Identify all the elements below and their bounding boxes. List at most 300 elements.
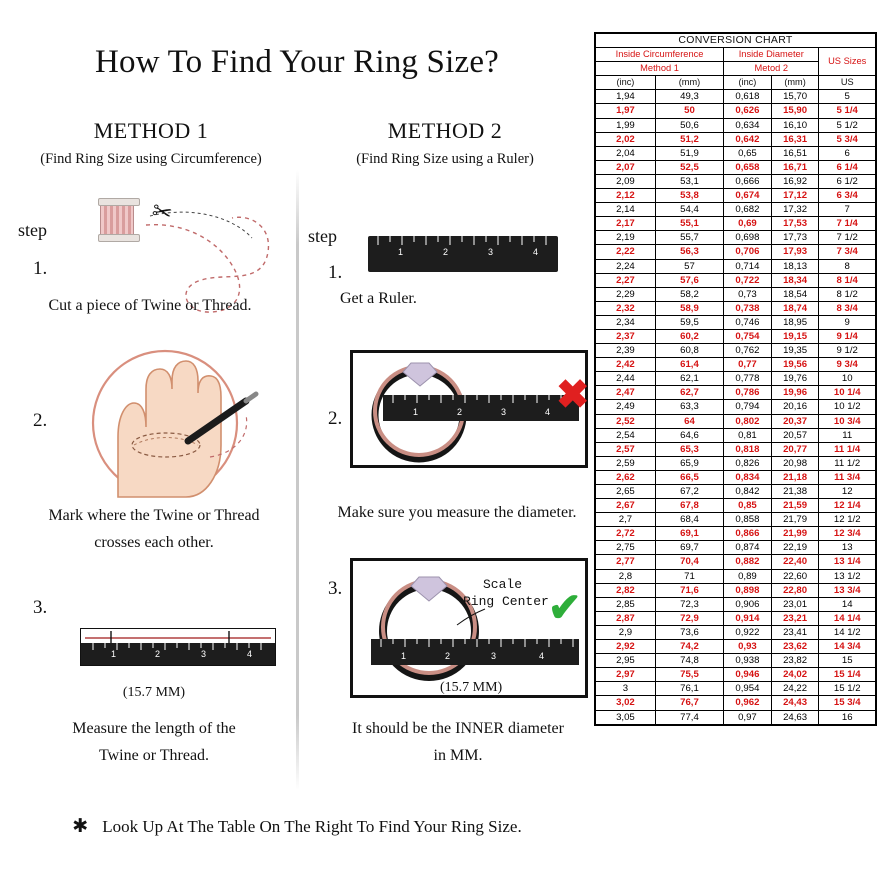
table-cell: 0,802 <box>724 414 772 428</box>
table-cell: 0,794 <box>724 400 772 414</box>
method-1-step-3-caption-line1: Measure the length of the <box>72 720 236 737</box>
asterisk-icon: ✱ <box>72 816 89 837</box>
table-cell: 57,6 <box>655 273 723 287</box>
svg-text:4: 4 <box>545 407 551 417</box>
table-cell: 55,1 <box>655 217 723 231</box>
table-cell: 68,4 <box>655 513 723 527</box>
table-cell: 20,98 <box>771 456 819 470</box>
table-cell: 11 3/4 <box>819 470 876 484</box>
table-cell: 19,15 <box>771 329 819 343</box>
table-cell: 0,818 <box>724 442 772 456</box>
table-cell: 2,02 <box>596 132 656 146</box>
table-cell: 58,9 <box>655 301 723 315</box>
table-cell: 16 <box>819 710 876 724</box>
table-row <box>596 583 876 597</box>
table-cell: 49,3 <box>655 90 723 104</box>
table-cell: 7 1/2 <box>819 231 876 245</box>
conversion-chart <box>594 32 877 726</box>
table-cell: 16,71 <box>771 160 819 174</box>
table-cell: 5 3/4 <box>819 132 876 146</box>
table-row <box>596 400 876 414</box>
unit-circumference-mm: (mm) <box>655 76 723 90</box>
table-cell: 0,906 <box>724 597 772 611</box>
table-cell: 0,89 <box>724 569 772 583</box>
table-cell: 19,35 <box>771 344 819 358</box>
table-row <box>596 315 876 329</box>
table-cell: 17,32 <box>771 203 819 217</box>
table-cell: 2,54 <box>596 428 656 442</box>
table-cell: 67,2 <box>655 485 723 499</box>
method-2-step-2-caption: Make sure you measure the diameter. <box>337 504 577 521</box>
table-cell: 76,7 <box>655 696 723 710</box>
method-1-step-3-number: 3. <box>33 597 48 618</box>
method-1-subtitle: (Find Ring Size using Circumference) <box>40 151 262 167</box>
table-cell: 75,5 <box>655 668 723 682</box>
table-cell: 18,13 <box>771 259 819 273</box>
table-cell: 67,8 <box>655 499 723 513</box>
table-cell: 0,642 <box>724 132 772 146</box>
table-row <box>596 625 876 639</box>
svg-text:2: 2 <box>457 407 463 417</box>
table-cell: 16,92 <box>771 174 819 188</box>
table-cell: 23,21 <box>771 611 819 625</box>
table-row <box>596 499 876 513</box>
table-row <box>596 203 876 217</box>
table-cell: 66,5 <box>655 470 723 484</box>
table-cell: 2,97 <box>596 668 656 682</box>
table-cell: 2,27 <box>596 273 656 287</box>
table-row <box>596 231 876 245</box>
table-cell: 55,7 <box>655 231 723 245</box>
table-cell: 0,73 <box>724 287 772 301</box>
table-cell: 0,81 <box>724 428 772 442</box>
table-cell: 2,42 <box>596 358 656 372</box>
table-cell: 19,76 <box>771 372 819 386</box>
table-cell: 6 1/2 <box>819 174 876 188</box>
table-row <box>596 527 876 541</box>
table-cell: 13 1/2 <box>819 569 876 583</box>
table-cell: 16,31 <box>771 132 819 146</box>
table-row <box>596 118 876 132</box>
hand-with-thread-illustration <box>60 345 290 510</box>
table-cell: 23,41 <box>771 625 819 639</box>
table-cell: 14 3/4 <box>819 640 876 654</box>
table-cell: 0,914 <box>724 611 772 625</box>
table-row <box>596 456 876 470</box>
footer-note <box>0 815 594 838</box>
table-cell: 5 1/2 <box>819 118 876 132</box>
table-cell: 69,1 <box>655 527 723 541</box>
table-row <box>596 245 876 259</box>
table-cell: 10 1/2 <box>819 400 876 414</box>
table-row <box>596 696 876 710</box>
table-row <box>596 654 876 668</box>
table-cell: 0,778 <box>724 372 772 386</box>
method-2-mm-note: (15.7 MM) <box>440 680 503 695</box>
table-cell: 2,92 <box>596 640 656 654</box>
table-cell: 13 3/4 <box>819 583 876 597</box>
method-1-step-2-caption-line1: Mark where the Twine or Thread <box>48 507 260 524</box>
table-cell: 64,6 <box>655 428 723 442</box>
table-cell: 12 <box>819 485 876 499</box>
table-cell: 0,97 <box>724 710 772 724</box>
table-cell: 0,65 <box>724 146 772 160</box>
table-cell: 20,16 <box>771 400 819 414</box>
method-2-step-2-number: 2. <box>328 408 343 429</box>
table-row <box>596 428 876 442</box>
table-cell: 0,77 <box>724 358 772 372</box>
table-cell: 74,2 <box>655 640 723 654</box>
table-cell: 2,82 <box>596 583 656 597</box>
method-1-step-1-caption: Cut a piece of Twine or Thread. <box>48 297 252 314</box>
table-cell: 2,29 <box>596 287 656 301</box>
table-cell: 56,3 <box>655 245 723 259</box>
table-cell: 9 3/4 <box>819 358 876 372</box>
table-row <box>596 259 876 273</box>
table-cell: 0,738 <box>724 301 772 315</box>
table-cell: 20,37 <box>771 414 819 428</box>
table-row <box>596 104 876 118</box>
table-row <box>596 555 876 569</box>
table-cell: 10 1/4 <box>819 386 876 400</box>
table-cell: 15 <box>819 654 876 668</box>
table-cell: 0,938 <box>724 654 772 668</box>
table-cell: 0,962 <box>724 696 772 710</box>
method-2-title: METHOD 2 <box>387 118 503 143</box>
method-2-ruler-number-4: 4 <box>533 247 539 257</box>
method-1-step-2-number: 2. <box>33 410 48 431</box>
scale-label-line1: Scale <box>483 577 523 592</box>
table-cell: 0,786 <box>724 386 772 400</box>
table-cell: 2,14 <box>596 203 656 217</box>
unit-diameter-inc: (inc) <box>724 76 772 90</box>
table-cell: 2,72 <box>596 527 656 541</box>
table-cell: 8 <box>819 259 876 273</box>
table-cell: 73,6 <box>655 625 723 639</box>
conversion-units-row <box>596 76 876 90</box>
method-2-step-1-caption: Get a Ruler. <box>340 290 417 307</box>
table-row <box>596 329 876 343</box>
table-cell: 2,59 <box>596 456 656 470</box>
table-cell: 9 <box>819 315 876 329</box>
table-cell: 18,54 <box>771 287 819 301</box>
table-cell: 57 <box>655 259 723 273</box>
table-row <box>596 358 876 372</box>
table-cell: 0,858 <box>724 513 772 527</box>
svg-text:4: 4 <box>539 651 545 661</box>
table-cell: 1,97 <box>596 104 656 118</box>
table-cell: 2,52 <box>596 414 656 428</box>
table-cell: 62,1 <box>655 372 723 386</box>
table-cell: 17,93 <box>771 245 819 259</box>
unit-circumference-inc: (inc) <box>596 76 656 90</box>
table-cell: 70,4 <box>655 555 723 569</box>
table-cell: 17,53 <box>771 217 819 231</box>
table-row <box>596 217 876 231</box>
header-us-sizes: US Sizes <box>819 48 876 76</box>
table-cell: 21,79 <box>771 513 819 527</box>
table-cell: 22,40 <box>771 555 819 569</box>
method-2-ruler-graphic <box>368 236 558 272</box>
table-cell: 0,682 <box>724 203 772 217</box>
header-method-1: Method 1 <box>596 62 724 76</box>
table-cell: 22,19 <box>771 541 819 555</box>
table-cell: 2,04 <box>596 146 656 160</box>
table-cell: 22,80 <box>771 583 819 597</box>
table-cell: 2,19 <box>596 231 656 245</box>
table-cell: 2,49 <box>596 400 656 414</box>
table-cell: 14 <box>819 597 876 611</box>
table-cell: 12 1/2 <box>819 513 876 527</box>
table-cell: 0,762 <box>724 344 772 358</box>
table-cell: 0,93 <box>724 640 772 654</box>
method-2-ruler-number-2: 2 <box>443 247 449 257</box>
scissors-icon: ✂ <box>149 198 175 228</box>
table-cell: 65,9 <box>655 456 723 470</box>
table-cell: 53,8 <box>655 189 723 203</box>
table-cell: 24,43 <box>771 696 819 710</box>
table-cell: 2,32 <box>596 301 656 315</box>
table-cell: 0,954 <box>724 682 772 696</box>
method-2-ruler-number-1: 1 <box>398 247 404 257</box>
table-row <box>596 668 876 682</box>
table-cell: 0,85 <box>724 499 772 513</box>
table-row <box>596 90 876 104</box>
method-2-step-word: step <box>308 226 337 246</box>
table-cell: 5 1/4 <box>819 104 876 118</box>
table-cell: 77,4 <box>655 710 723 724</box>
table-cell: 2,17 <box>596 217 656 231</box>
table-cell: 0,626 <box>724 104 772 118</box>
method-2-step-3-caption-line2: in MM. <box>433 747 483 764</box>
method-1-step-3-caption-line2: Twine or Thread. <box>98 747 210 764</box>
table-cell: 14 1/4 <box>819 611 876 625</box>
method-2-wrong-measure-panel <box>350 350 588 468</box>
table-cell: 69,7 <box>655 541 723 555</box>
table-cell: 5 <box>819 90 876 104</box>
table-cell: 62,7 <box>655 386 723 400</box>
table-cell: 0,658 <box>724 160 772 174</box>
table-cell: 17,12 <box>771 189 819 203</box>
table-cell: 21,18 <box>771 470 819 484</box>
method-1-ruler-number-1: 1 <box>111 649 117 659</box>
table-cell: 65,3 <box>655 442 723 456</box>
table-cell: 21,38 <box>771 485 819 499</box>
table-cell: 11 1/2 <box>819 456 876 470</box>
table-cell: 2,24 <box>596 259 656 273</box>
method-1-ruler-number-3: 3 <box>201 649 207 659</box>
table-cell: 18,74 <box>771 301 819 315</box>
table-cell: 58,2 <box>655 287 723 301</box>
table-cell: 0,866 <box>724 527 772 541</box>
svg-text:1: 1 <box>413 407 419 417</box>
table-row <box>596 611 876 625</box>
table-cell: 8 1/4 <box>819 273 876 287</box>
table-cell: 60,8 <box>655 344 723 358</box>
table-cell: 15 1/2 <box>819 682 876 696</box>
table-cell: 6 3/4 <box>819 189 876 203</box>
header-inside-circumference: Inside Circumference <box>596 48 724 62</box>
table-row <box>596 189 876 203</box>
table-cell: 13 <box>819 541 876 555</box>
table-row <box>596 132 876 146</box>
method-1-ruler-graphic <box>80 628 276 666</box>
svg-text:3: 3 <box>491 651 497 661</box>
table-cell: 0,882 <box>724 555 772 569</box>
table-cell: 2,62 <box>596 470 656 484</box>
table-row <box>596 273 876 287</box>
method-1-step-word: step <box>18 220 47 240</box>
table-row <box>596 470 876 484</box>
table-cell: 3 <box>596 682 656 696</box>
table-cell: 2,47 <box>596 386 656 400</box>
table-cell: 2,95 <box>596 654 656 668</box>
table-cell: 0,754 <box>724 329 772 343</box>
table-cell: 6 1/4 <box>819 160 876 174</box>
header-inside-diameter: Inside Diameter <box>724 48 819 62</box>
table-cell: 1,94 <box>596 90 656 104</box>
table-cell: 23,82 <box>771 654 819 668</box>
table-cell: 0,618 <box>724 90 772 104</box>
table-cell: 50 <box>655 104 723 118</box>
table-row <box>596 174 876 188</box>
table-cell: 12 3/4 <box>819 527 876 541</box>
method-2-step-1-number: 1. <box>328 262 343 283</box>
table-cell: 64 <box>655 414 723 428</box>
table-cell: 53,1 <box>655 174 723 188</box>
conversion-title-row <box>596 34 876 48</box>
table-cell: 72,9 <box>655 611 723 625</box>
table-cell: 2,09 <box>596 174 656 188</box>
table-cell: 51,9 <box>655 146 723 160</box>
method-1-title: METHOD 1 <box>93 118 209 143</box>
table-cell: 15,90 <box>771 104 819 118</box>
table-row <box>596 442 876 456</box>
table-row <box>596 485 876 499</box>
table-cell: 24,02 <box>771 668 819 682</box>
table-cell: 61,4 <box>655 358 723 372</box>
method-1-step-2-caption-line2: crosses each other. <box>94 534 214 551</box>
table-cell: 2,67 <box>596 499 656 513</box>
table-cell: 59,5 <box>655 315 723 329</box>
table-cell: 2,39 <box>596 344 656 358</box>
table-cell: 0,946 <box>724 668 772 682</box>
table-cell: 0,898 <box>724 583 772 597</box>
table-cell: 2,85 <box>596 597 656 611</box>
table-row <box>596 287 876 301</box>
table-cell: 2,75 <box>596 541 656 555</box>
table-cell: 14 1/2 <box>819 625 876 639</box>
table-row <box>596 710 876 724</box>
table-cell: 19,56 <box>771 358 819 372</box>
table-cell: 0,722 <box>724 273 772 287</box>
table-cell: 9 1/2 <box>819 344 876 358</box>
table-cell: 18,95 <box>771 315 819 329</box>
table-cell: 52,5 <box>655 160 723 174</box>
table-cell: 2,9 <box>596 625 656 639</box>
conversion-header-row-1 <box>596 48 876 62</box>
svg-text:1: 1 <box>401 651 407 661</box>
table-row <box>596 569 876 583</box>
method-1-step-1-number: 1. <box>33 258 48 279</box>
table-cell: 12 1/4 <box>819 499 876 513</box>
table-row <box>596 372 876 386</box>
table-cell: 0,834 <box>724 470 772 484</box>
table-cell: 23,62 <box>771 640 819 654</box>
table-cell: 0,706 <box>724 245 772 259</box>
table-cell: 15 1/4 <box>819 668 876 682</box>
table-cell: 2,7 <box>596 513 656 527</box>
correct-mark-icon: ✔ <box>548 586 582 630</box>
unit-us: US <box>819 76 876 90</box>
unit-diameter-mm: (mm) <box>771 76 819 90</box>
table-row <box>596 597 876 611</box>
table-row <box>596 414 876 428</box>
table-cell: 2,07 <box>596 160 656 174</box>
table-cell: 13 1/4 <box>819 555 876 569</box>
table-cell: 2,12 <box>596 189 656 203</box>
method-2-step-3-caption-line1: It should be the INNER diameter <box>352 720 564 737</box>
table-cell: 22,60 <box>771 569 819 583</box>
table-cell: 16,51 <box>771 146 819 160</box>
table-cell: 0,842 <box>724 485 772 499</box>
table-cell: 2,44 <box>596 372 656 386</box>
table-cell: 0,826 <box>724 456 772 470</box>
table-cell: 20,57 <box>771 428 819 442</box>
table-cell: 0,698 <box>724 231 772 245</box>
table-cell: 11 1/4 <box>819 442 876 456</box>
conversion-chart-title: CONVERSION CHART <box>596 34 876 48</box>
table-cell: 23,01 <box>771 597 819 611</box>
table-cell: 11 <box>819 428 876 442</box>
table-row <box>596 682 876 696</box>
table-row <box>596 541 876 555</box>
table-row <box>596 160 876 174</box>
table-cell: 2,37 <box>596 329 656 343</box>
table-cell: 21,59 <box>771 499 819 513</box>
table-cell: 9 1/4 <box>819 329 876 343</box>
table-row <box>596 344 876 358</box>
table-cell: 51,2 <box>655 132 723 146</box>
method-2-step-3-number: 3. <box>328 578 343 599</box>
method-2-subtitle: (Find Ring Size using a Ruler) <box>356 151 534 167</box>
method-2-ruler-number-3: 3 <box>488 247 494 257</box>
table-cell: 0,746 <box>724 315 772 329</box>
page-title: How To Find Your Ring Size? <box>94 44 500 80</box>
table-cell: 2,8 <box>596 569 656 583</box>
scale-label-line2: Ring Center <box>463 594 549 609</box>
table-cell: 76,1 <box>655 682 723 696</box>
table-cell: 72,3 <box>655 597 723 611</box>
method-2-column <box>300 118 590 168</box>
table-cell: 8 3/4 <box>819 301 876 315</box>
table-cell: 60,2 <box>655 329 723 343</box>
table-cell: 16,10 <box>771 118 819 132</box>
table-cell: 0,714 <box>724 259 772 273</box>
table-row <box>596 640 876 654</box>
table-cell: 20,77 <box>771 442 819 456</box>
table-cell: 2,87 <box>596 611 656 625</box>
table-cell: 15,70 <box>771 90 819 104</box>
method-1-ruler-number-4: 4 <box>247 649 253 659</box>
table-cell: 7 1/4 <box>819 217 876 231</box>
table-cell: 6 <box>819 146 876 160</box>
table-cell: 17,73 <box>771 231 819 245</box>
table-cell: 0,69 <box>724 217 772 231</box>
table-cell: 71,6 <box>655 583 723 597</box>
table-cell: 2,65 <box>596 485 656 499</box>
conversion-table <box>595 33 876 725</box>
